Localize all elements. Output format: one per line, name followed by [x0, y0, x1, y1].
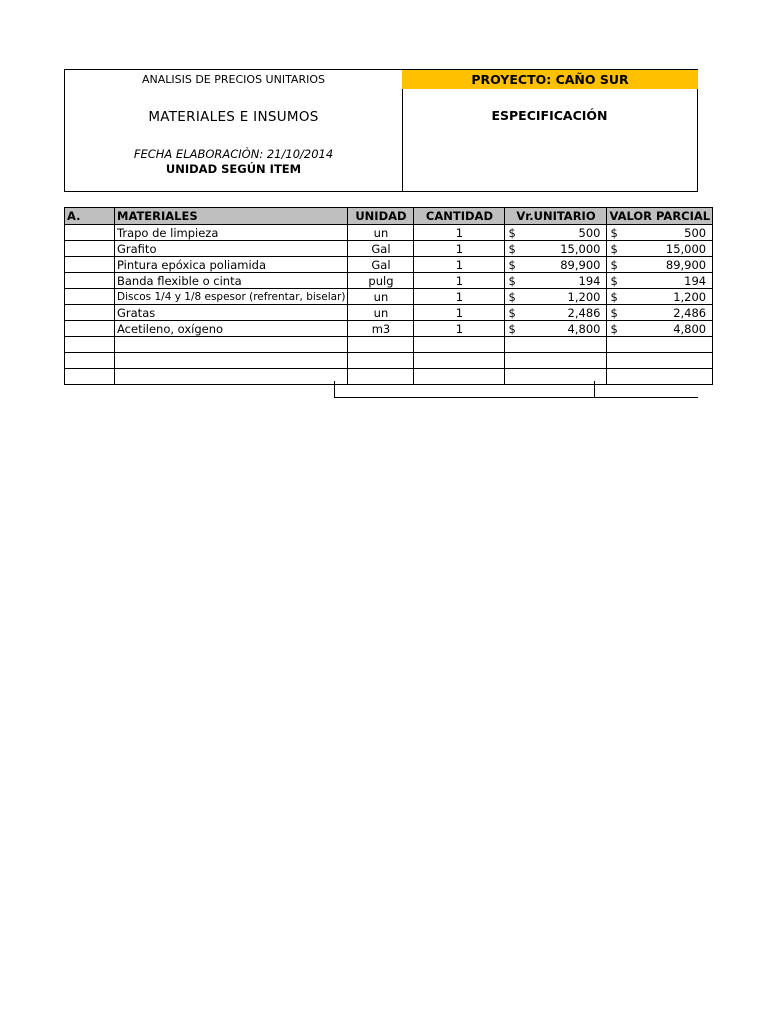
- parcial-cell: [607, 257, 713, 273]
- row-index-cell: [65, 305, 115, 321]
- cantidad-cell: 1: [414, 321, 505, 337]
- empty-cell: [65, 369, 115, 385]
- empty-table-row: [65, 353, 713, 369]
- row-index-cell: [65, 273, 115, 289]
- cantidad-cell: 1: [414, 225, 505, 241]
- empty-cell: [65, 337, 115, 353]
- cantidad-cell: 1: [414, 289, 505, 305]
- col-header-parcial: VALOR PARCIAL: [607, 208, 713, 225]
- table-row: [65, 273, 713, 289]
- unidad-cell: m3: [348, 321, 414, 337]
- unitario-value: [507, 290, 604, 304]
- material-cell: Gratas: [115, 305, 348, 321]
- unitario-value: [507, 274, 604, 288]
- unidad-cell: un: [348, 289, 414, 305]
- currency-symbol: $: [508, 289, 516, 304]
- parcial-cell: [607, 321, 713, 337]
- material-cell: Acetileno, oxígeno: [115, 321, 348, 337]
- table-row: [65, 225, 713, 241]
- parcial-value: [609, 226, 710, 240]
- currency-symbol: $: [610, 273, 618, 288]
- currency-symbol: $: [610, 257, 618, 272]
- row-index-cell: [65, 289, 115, 305]
- unitario-amount: 500: [578, 225, 601, 240]
- unidad-cell: Gal: [348, 257, 414, 273]
- parcial-cell: [607, 289, 713, 305]
- unitario-cell: [505, 241, 607, 257]
- currency-symbol: $: [508, 305, 516, 320]
- table-header-row: [65, 208, 713, 225]
- currency-symbol: $: [610, 289, 618, 304]
- unitario-cell: [505, 273, 607, 289]
- header-left-panel: [65, 70, 403, 191]
- currency-symbol: $: [508, 321, 516, 336]
- parcial-amount: 194: [684, 273, 707, 288]
- material-cell: Trapo de limpieza: [115, 225, 348, 241]
- project-title: PROYECTO: CAÑO SUR: [402, 70, 698, 89]
- parcial-value: [609, 306, 710, 320]
- row-index-cell: [65, 225, 115, 241]
- unitario-amount: 89,900: [560, 257, 601, 272]
- empty-cell: [505, 369, 607, 385]
- total-cell-left-border: [334, 381, 335, 397]
- table-row: [65, 305, 713, 321]
- unidad-label: UNIDAD SEGÚN ITEM: [165, 162, 302, 176]
- material-cell: Grafito: [115, 241, 348, 257]
- table-row: [65, 321, 713, 337]
- empty-cell: [348, 369, 414, 385]
- unidad-cell: Gal: [348, 241, 414, 257]
- empty-cell: [607, 337, 713, 353]
- unitario-amount: 1,200: [567, 289, 601, 304]
- row-index-cell: [65, 241, 115, 257]
- header-right-panel: [402, 70, 697, 191]
- empty-cell: [65, 353, 115, 369]
- row-index-cell: [65, 257, 115, 273]
- currency-symbol: $: [610, 241, 618, 256]
- unitario-value: [507, 258, 604, 272]
- unitario-cell: [505, 305, 607, 321]
- parcial-cell: [607, 241, 713, 257]
- unidad-cell: un: [348, 305, 414, 321]
- col-header-cantidad: CANTIDAD: [414, 208, 505, 225]
- unitario-value: [507, 242, 604, 256]
- materials-table: [64, 207, 713, 385]
- document-header: [64, 69, 698, 192]
- table-row: [65, 241, 713, 257]
- unitario-value: [507, 306, 604, 320]
- parcial-amount: 500: [684, 225, 707, 240]
- table-row: [65, 289, 713, 305]
- cantidad-cell: 1: [414, 273, 505, 289]
- empty-cell: [414, 369, 505, 385]
- unitario-value: [507, 226, 604, 240]
- parcial-value: [609, 322, 710, 336]
- parcial-value: [609, 290, 710, 304]
- specification-label: ESPECIFICACIÓN: [491, 108, 608, 123]
- header-title: MATERIALES E INSUMOS: [148, 109, 319, 125]
- table-row: [65, 257, 713, 273]
- empty-cell: [505, 337, 607, 353]
- row-index-cell: [65, 321, 115, 337]
- empty-cell: [348, 353, 414, 369]
- currency-symbol: $: [610, 225, 618, 240]
- col-header-unidad: UNIDAD: [348, 208, 414, 225]
- parcial-amount: 2,486: [673, 305, 707, 320]
- parcial-cell: [607, 225, 713, 241]
- currency-symbol: $: [508, 225, 516, 240]
- total-row-underline: [334, 397, 698, 398]
- unitario-cell: [505, 225, 607, 241]
- cantidad-cell: 1: [414, 257, 505, 273]
- empty-table-row: [65, 369, 713, 385]
- empty-cell: [348, 337, 414, 353]
- parcial-value: [609, 274, 710, 288]
- empty-cell: [414, 353, 505, 369]
- col-header-materiales: MATERIALES: [115, 208, 348, 225]
- parcial-amount: 4,800: [673, 321, 707, 336]
- parcial-value: [609, 258, 710, 272]
- empty-cell: [607, 353, 713, 369]
- currency-symbol: $: [508, 257, 516, 272]
- empty-cell: [115, 353, 348, 369]
- currency-symbol: $: [508, 273, 516, 288]
- empty-cell: [505, 353, 607, 369]
- unidad-cell: un: [348, 225, 414, 241]
- parcial-cell: [607, 273, 713, 289]
- empty-table-row: [65, 337, 713, 353]
- unidad-cell: pulg: [348, 273, 414, 289]
- parcial-amount: 15,000: [665, 241, 707, 256]
- currency-symbol: $: [610, 321, 618, 336]
- parcial-value: [609, 242, 710, 256]
- currency-symbol: $: [610, 305, 618, 320]
- cantidad-cell: 1: [414, 241, 505, 257]
- empty-cell: [115, 369, 348, 385]
- parcial-amount: 89,900: [665, 257, 707, 272]
- material-cell: Pintura epóxica poliamida: [115, 257, 348, 273]
- material-cell: Discos 1/4 y 1/8 espesor (refrentar, biselar): [115, 289, 348, 305]
- col-header-unitario: Vr.UNITARIO: [505, 208, 607, 225]
- material-cell: Banda flexible o cinta: [115, 273, 348, 289]
- empty-cell: [414, 337, 505, 353]
- unitario-amount: 4,800: [567, 321, 601, 336]
- unitario-cell: [505, 321, 607, 337]
- unitario-cell: [505, 289, 607, 305]
- parcial-amount: 1,200: [673, 289, 707, 304]
- fecha-elaboracion: FECHA ELABORACIÒN: 21/10/2014: [133, 147, 334, 161]
- empty-cell: [115, 337, 348, 353]
- unitario-value: [507, 322, 604, 336]
- unitario-amount: 194: [578, 273, 601, 288]
- header-subtitle: ANALISIS DE PRECIOS UNITARIOS: [141, 73, 325, 86]
- cantidad-cell: 1: [414, 305, 505, 321]
- empty-cell: [607, 369, 713, 385]
- unitario-amount: 15,000: [560, 241, 601, 256]
- col-header-a: A.: [65, 208, 115, 225]
- unitario-amount: 2,486: [567, 305, 601, 320]
- total-cell-divider: [594, 381, 595, 397]
- currency-symbol: $: [508, 241, 516, 256]
- unitario-cell: [505, 257, 607, 273]
- parcial-cell: [607, 305, 713, 321]
